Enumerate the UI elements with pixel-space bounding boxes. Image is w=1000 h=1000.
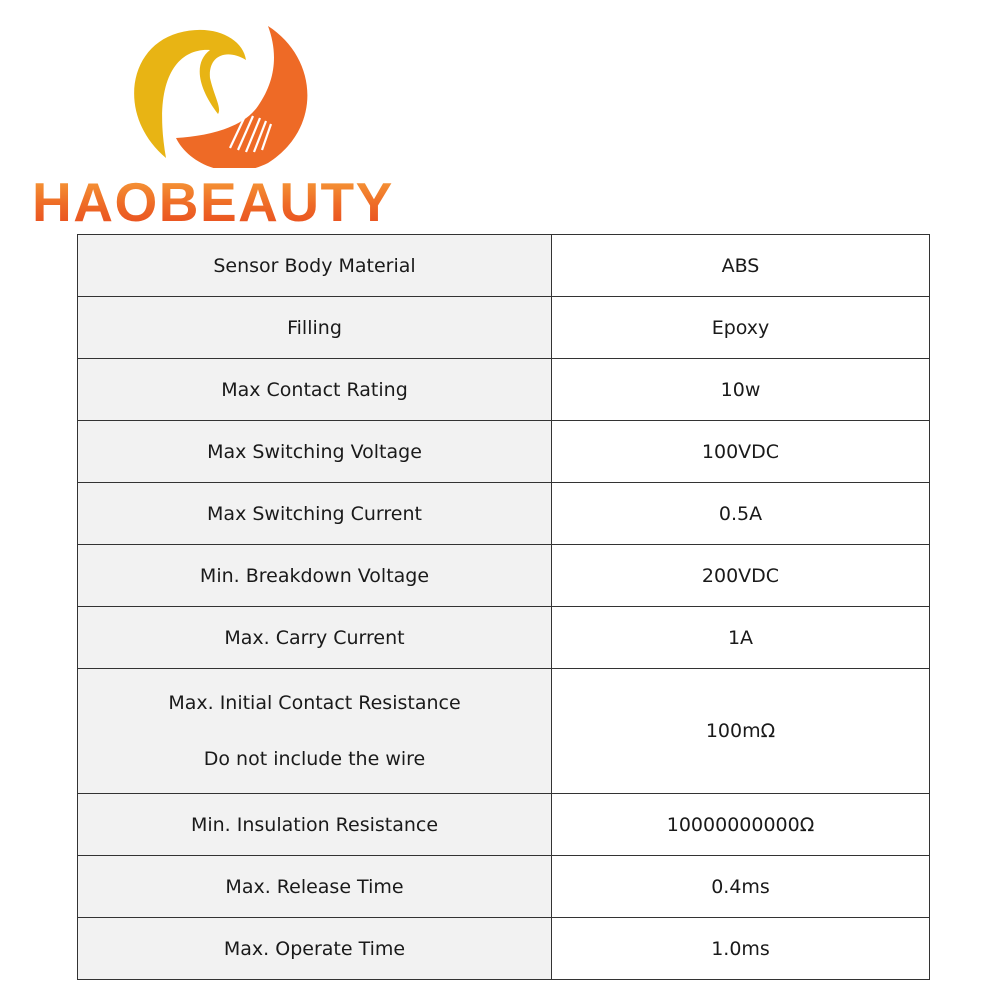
table-row <box>78 669 930 794</box>
table-row <box>78 607 930 669</box>
spec-label: Max. Release Time <box>78 856 552 918</box>
table-row <box>78 235 930 297</box>
spec-label: Max. Carry Current <box>78 607 552 669</box>
spec-label: Max Contact Rating <box>78 359 552 421</box>
spec-label: Max Switching Voltage <box>78 421 552 483</box>
table-row <box>78 297 930 359</box>
brand-name: HAOBEAUTY <box>32 171 394 233</box>
spec-value: Epoxy <box>552 297 930 359</box>
spec-label: Max. Initial Contact Resistance <box>168 692 461 714</box>
spec-label: Max. Operate Time <box>78 918 552 980</box>
spec-value: 100mΩ <box>552 669 930 794</box>
table-row <box>78 856 930 918</box>
spec-label: Min. Insulation Resistance <box>78 794 552 856</box>
spec-value: 100VDC <box>552 421 930 483</box>
table-row <box>78 483 930 545</box>
spec-value: 0.4ms <box>552 856 930 918</box>
spec-label: Max Switching Current <box>78 483 552 545</box>
spec-value: 0.5A <box>552 483 930 545</box>
table-row <box>78 545 930 607</box>
spec-note: Do not include the wire <box>203 748 426 770</box>
spec-label-cell <box>78 669 552 794</box>
table-row <box>78 359 930 421</box>
spec-label: Filling <box>78 297 552 359</box>
brand-logo <box>0 0 460 232</box>
spec-value: 200VDC <box>552 545 930 607</box>
spec-value: 10w <box>552 359 930 421</box>
table-row <box>78 794 930 856</box>
table-row <box>78 918 930 980</box>
spec-label: Min. Breakdown Voltage <box>78 545 552 607</box>
spec-value: ABS <box>552 235 930 297</box>
spec-table <box>77 234 930 980</box>
spec-value: 10000000000Ω <box>552 794 930 856</box>
spec-label: Sensor Body Material <box>78 235 552 297</box>
spec-value: 1.0ms <box>552 918 930 980</box>
logo-mark-icon <box>118 18 318 168</box>
table-row <box>78 421 930 483</box>
spec-value: 1A <box>552 607 930 669</box>
